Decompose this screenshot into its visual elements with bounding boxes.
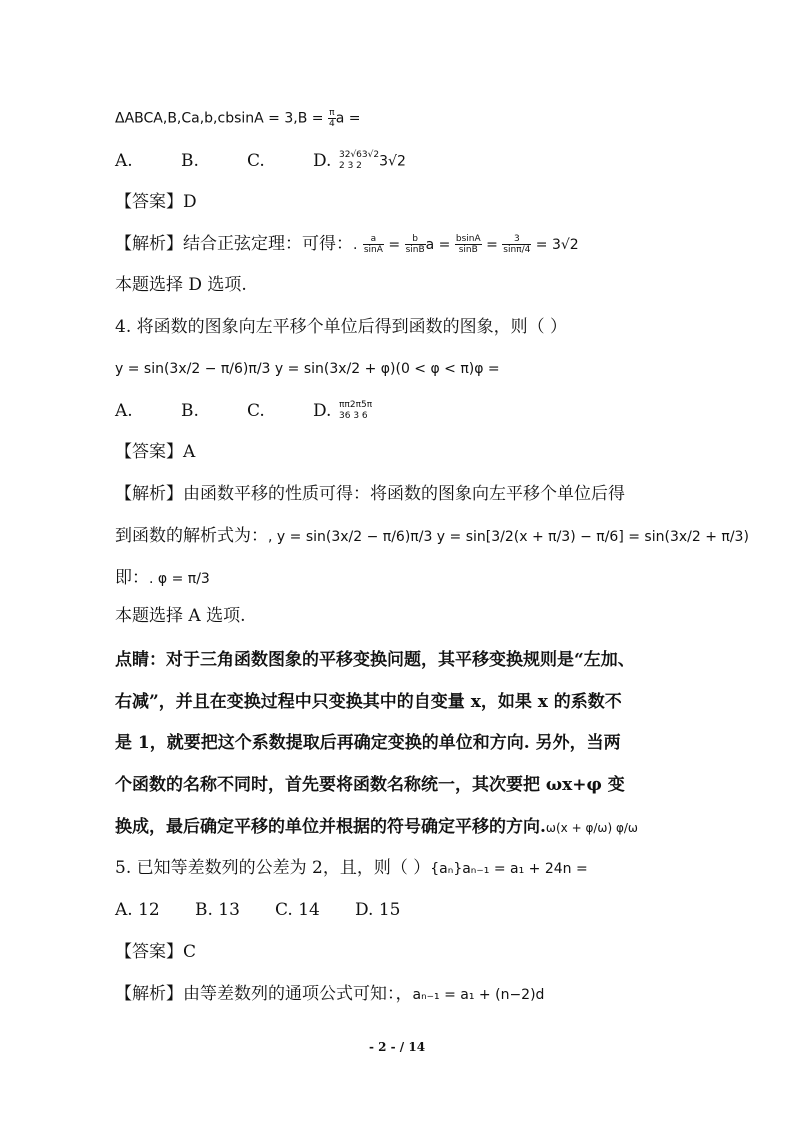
q3-option-b: B. <box>181 150 199 171</box>
q4-option-c: C. <box>247 400 265 421</box>
q5-option-d: D. 15 <box>355 900 401 920</box>
q4-option-values: ππ2π5π 36 3 6 <box>339 400 373 421</box>
q4-math-line: y = sin(3x/2 − π/6)π/3 y = sin(3x/2 + φ)(0 < φ < π)φ = <box>115 361 500 377</box>
q4-option-b: B. <box>181 400 199 421</box>
q4-stem: 4. 将函数的图象向左平移个单位后得到函数的图象，则（ ） <box>115 317 568 337</box>
q5-option-c: C. 14 <box>275 900 320 920</box>
comment-line4: 个函数的名称不同时，首先要将函数名称统一，其次要把 ωx+φ 变 <box>115 775 625 795</box>
comment-line2: 右减”，并且在变换过程中只变换其中的自变量 x，如果 x 的系数不 <box>115 692 622 712</box>
comment-line5: 换成，最后确定平移的单位并根据的符号确定平移的方向.ω(x + φ/ω) φ/ω <box>115 817 638 837</box>
comment-line1: 点睛：对于三角函数图象的平移变换问题，其平移变换规则是“左加、 <box>115 650 635 670</box>
q4-options <box>115 400 372 422</box>
q4-analysis-line3: 即：. φ = π/3 <box>115 568 210 588</box>
q3-option-c: C. <box>247 150 265 171</box>
q3-conclusion: 本题选择 D 选项. <box>115 275 247 295</box>
q3-stem <box>115 108 360 129</box>
q4-option-d: D. <box>313 400 332 421</box>
page-number-footer: - 2 - / 14 <box>368 1040 426 1054</box>
q5-answer: 【答案】C <box>115 942 197 962</box>
q3-option-d: D. <box>313 150 332 171</box>
q3-stem-math: ΔABCA,B,Ca,b,cbsinA = 3,B = <box>115 110 328 127</box>
q5-option-b: B. 13 <box>195 900 240 920</box>
q3-stem-math-suffix: a = <box>335 110 361 127</box>
q3-option-d-value: 3√2 <box>379 153 406 170</box>
q3-analysis: 【解析】结合正弦定理：可得：. $\frac{a}{\sin A}$ = $\frac{b}{\sin B}$ a = $\frac{bsinA}{\sin B}$ = $\frac{3}{\sin\pi/4}$ = 3√2 <box>115 234 579 255</box>
q4-conclusion: 本题选择 A 选项. <box>115 606 246 626</box>
q3-stem-fraction: $\frac{\pi}{4}$ <box>328 108 335 129</box>
q3-option-values: 32√63√2 2 3 2 <box>339 150 380 171</box>
q4-analysis-line2: 到函数的解析式为：, y = sin(3x/2 − π/6)π/3 y = sin[3/2(x + π/3) − π/6] = sin(3x/2 + π/3) <box>115 526 749 546</box>
q4-option-a: A. <box>115 400 133 421</box>
q4-answer: 【答案】A <box>115 442 196 462</box>
q5-stem: 5. 已知等差数列的公差为 2，且，则（ ）{aₙ}aₙ₋₁ = a₁ + 24n = <box>115 858 588 878</box>
q5-option-a: A. 12 <box>115 900 160 920</box>
q3-options <box>115 150 406 172</box>
q5-options <box>115 900 400 920</box>
q5-analysis: 【解析】由等差数列的通项公式可知：，aₙ₋₁ = a₁ + (n−2)d <box>115 984 545 1004</box>
q3-answer: 【答案】D <box>115 192 197 212</box>
q4-analysis-line1: 【解析】由函数平移的性质可得：将函数的图象向左平移个单位后得 <box>115 484 625 504</box>
q3-option-a: A. <box>115 150 133 171</box>
comment-line3: 是 1，就要把这个系数提取后再确定变换的单位和方向. 另外，当两 <box>115 733 621 753</box>
